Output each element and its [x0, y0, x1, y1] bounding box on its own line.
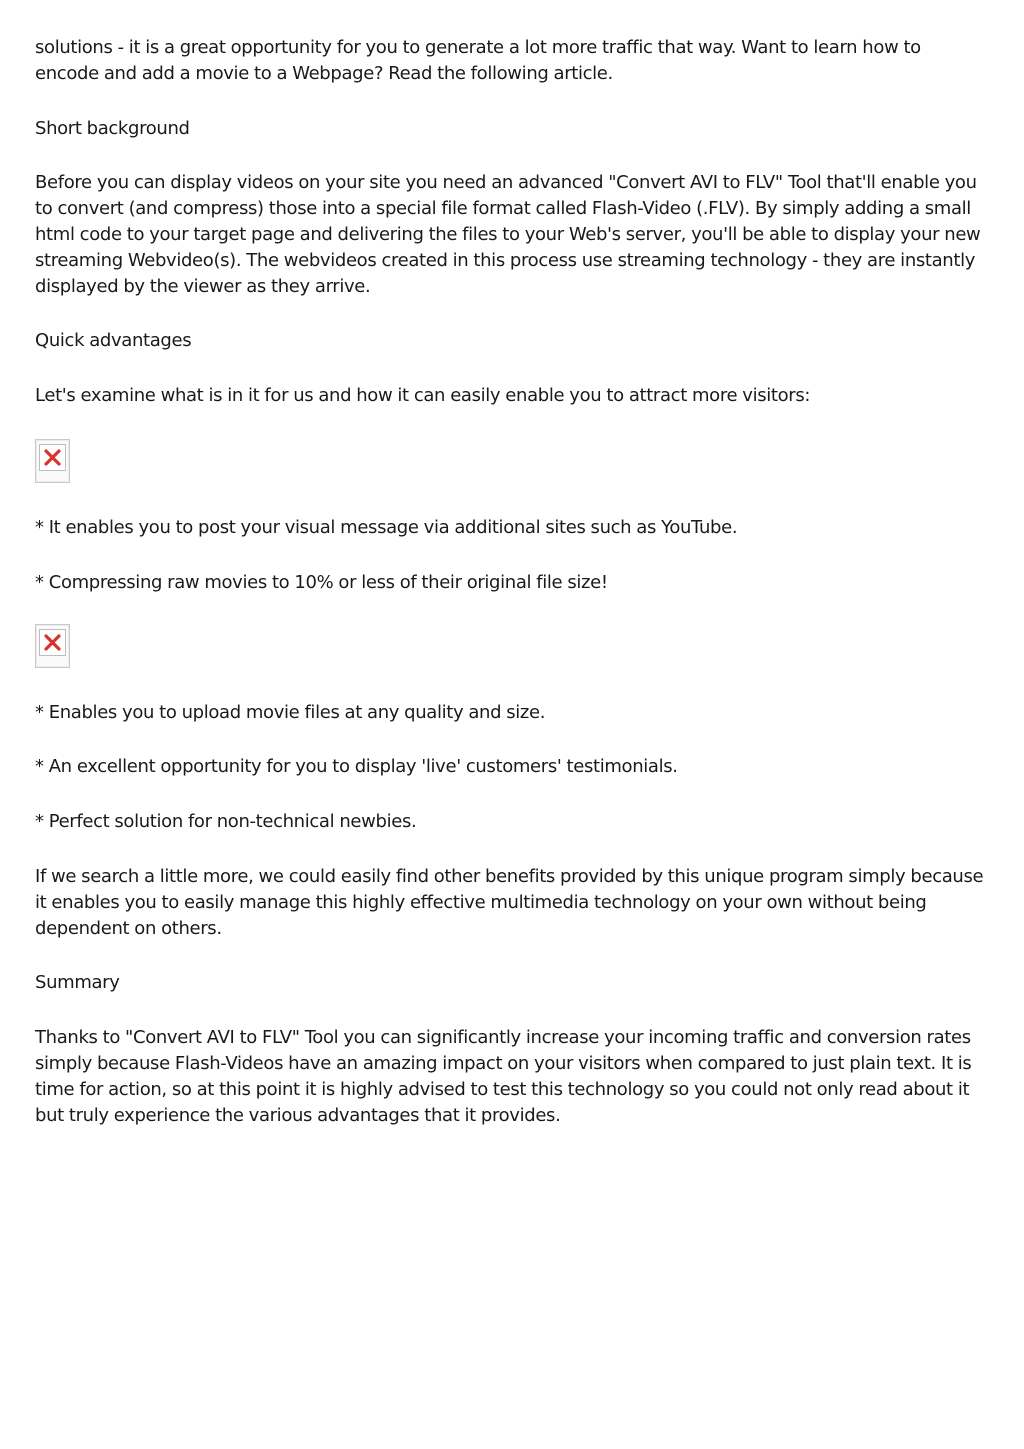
heading-quick-advantages: Quick advantages	[35, 330, 192, 352]
bullet-item-youtube: * It enables you to post your visual message via additional sites such as YouTube.	[35, 516, 738, 538]
background-paragraph: Before you can display videos on your site you need an advanced "Convert AVI to FLV" Tool that'll enable you to convert (and compress) those into a special file format called Flash-Video (.FLV). By simply adding a small html code to your target page and delivering the files to your Web's server, you'll be able to display your new streaming Webvideo(s). The webvideos created in this process use streaming technology - they are instantly displayed by the viewer as they arrive.	[35, 172, 981, 297]
bullet-item-newbies: * Perfect solution for non-technical newbies.	[35, 811, 417, 833]
bullet-item-compressing: * Compressing raw movies to 10% or less of their original file size!	[35, 571, 608, 593]
article-body	[35, 35, 985, 1128]
bullet-item-upload: * Enables you to upload movie files at any quality and size.	[35, 701, 546, 723]
advantages-intro-paragraph: Let's examine what is in it for us and how it can easily enable you to attract more visitors:	[35, 385, 811, 407]
broken-image-icon	[35, 439, 70, 483]
summary-paragraph: Thanks to "Convert AVI to FLV" Tool you can significantly increase your incoming traffic and conversion rates simply because Flash-Videos have an amazing impact on your visitors when compared to just plain text. It is time for action, so at this point it is highly advised to test this technology so you could not only read about it but truly experience the various advantages that it provides.	[35, 1027, 972, 1126]
red-x-icon	[39, 443, 66, 470]
heading-summary: Summary	[35, 972, 120, 994]
broken-image-icon	[35, 624, 70, 668]
heading-short-background: Short background	[35, 117, 190, 139]
benefits-paragraph: If we search a little more, we could easily find other benefits provided by this unique program simply because it enables you to easily manage this highly effective multimedia technology on your own without being dependent on others.	[35, 865, 984, 939]
intro-paragraph: solutions - it is a great opportunity for you to generate a lot more traffic that way. Want to learn how to encode and add a movie to a Webpage? Read the following article.	[35, 37, 921, 84]
red-x-icon	[39, 628, 66, 655]
bullet-item-testimonials: * An excellent opportunity for you to display 'live' customers' testimonials.	[35, 756, 678, 778]
